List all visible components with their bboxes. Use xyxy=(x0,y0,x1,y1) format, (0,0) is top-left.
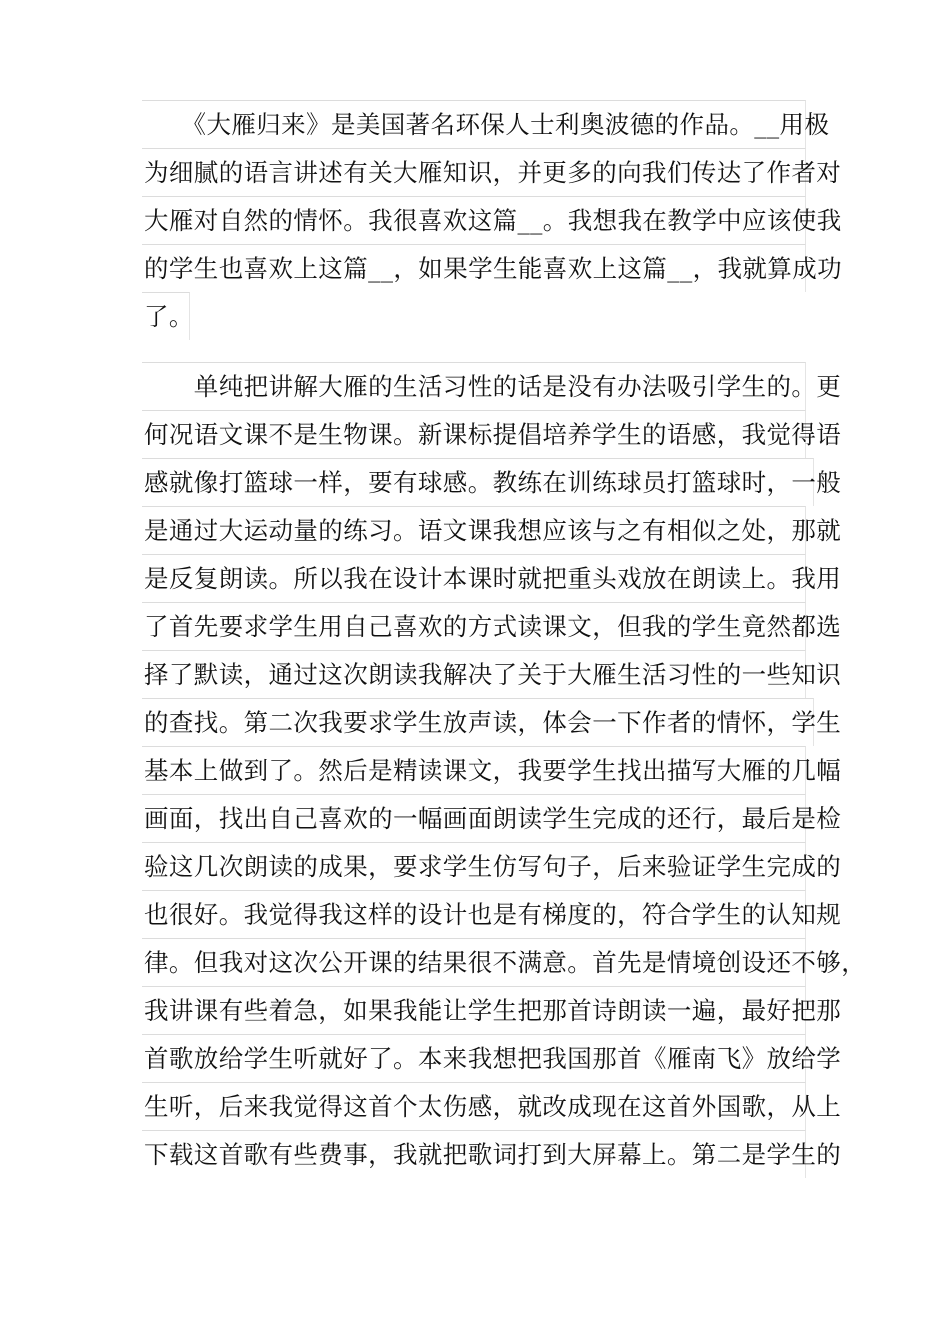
text-line: 何况语文课不是生物课。新课标提倡培养学生的语感，我觉得语 xyxy=(142,410,806,458)
text-line: 律。但我对这次公开课的结果很不满意。首先是情境创设还不够， xyxy=(142,938,806,986)
text-line: 的学生也喜欢上这篇__，如果学生能喜欢上这篇__，我就算成功 xyxy=(142,244,806,292)
text-line: 基本上做到了。然后是精读课文，我要学生找出描写大雁的几幅 xyxy=(142,746,806,794)
text-line: 的查找。第二次我要求学生放声读，体会一下作者的情怀，学生 xyxy=(142,698,814,746)
text-line: 是反复朗读。所以我在设计本课时就把重头戏放在朗读上。我用 xyxy=(142,554,806,602)
paragraph-1 xyxy=(142,100,842,340)
text-line: 为细腻的语言讲述有关大雁知识，并更多的向我们传达了作者对 xyxy=(142,148,806,196)
text-line: 下载这首歌有些费事，我就把歌词打到大屏幕上。第二是学生的 xyxy=(142,1130,806,1178)
text-line: 单纯把讲解大雁的生活习性的话是没有办法吸引学生的。更 xyxy=(142,362,806,410)
text-line: 验这几次朗读的成果，要求学生仿写句子，后来验证学生完成的 xyxy=(142,842,806,890)
text-line: 生听，后来我觉得这首个太伤感，就改成现在这首外国歌，从上 xyxy=(142,1082,806,1130)
text-line: 了首先要求学生用自己喜欢的方式读课文，但我的学生竟然都选 xyxy=(142,602,806,650)
text-line: 首歌放给学生听就好了。本来我想把我国那首《雁南飞》放给学 xyxy=(142,1034,806,1082)
text-line: 了。 xyxy=(142,292,190,340)
text-line: 大雁对自然的情怀。我很喜欢这篇__。我想我在教学中应该使我 xyxy=(142,196,806,244)
text-line: 画面，找出自己喜欢的一幅画面朗读学生完成的还行，最后是检 xyxy=(142,794,806,842)
text-line: 也很好。我觉得我这样的设计也是有梯度的，符合学生的认知规 xyxy=(142,890,806,938)
paragraph-2 xyxy=(142,362,867,1178)
text-line: 择了默读，通过这次朗读我解决了关于大雁生活习性的一些知识 xyxy=(142,650,806,698)
text-line: 是通过大运动量的练习。语文课我想应该与之有相似之处，那就 xyxy=(142,506,806,554)
text-line: 我讲课有些着急，如果我能让学生把那首诗朗读一遍，最好把那 xyxy=(142,986,806,1034)
text-line: 感就像打篮球一样，要有球感。教练在训练球员打篮球时，一般 xyxy=(142,458,814,506)
text-line: 《大雁归来》是美国著名环保人士利奥波德的作品。__用极 xyxy=(142,100,806,148)
